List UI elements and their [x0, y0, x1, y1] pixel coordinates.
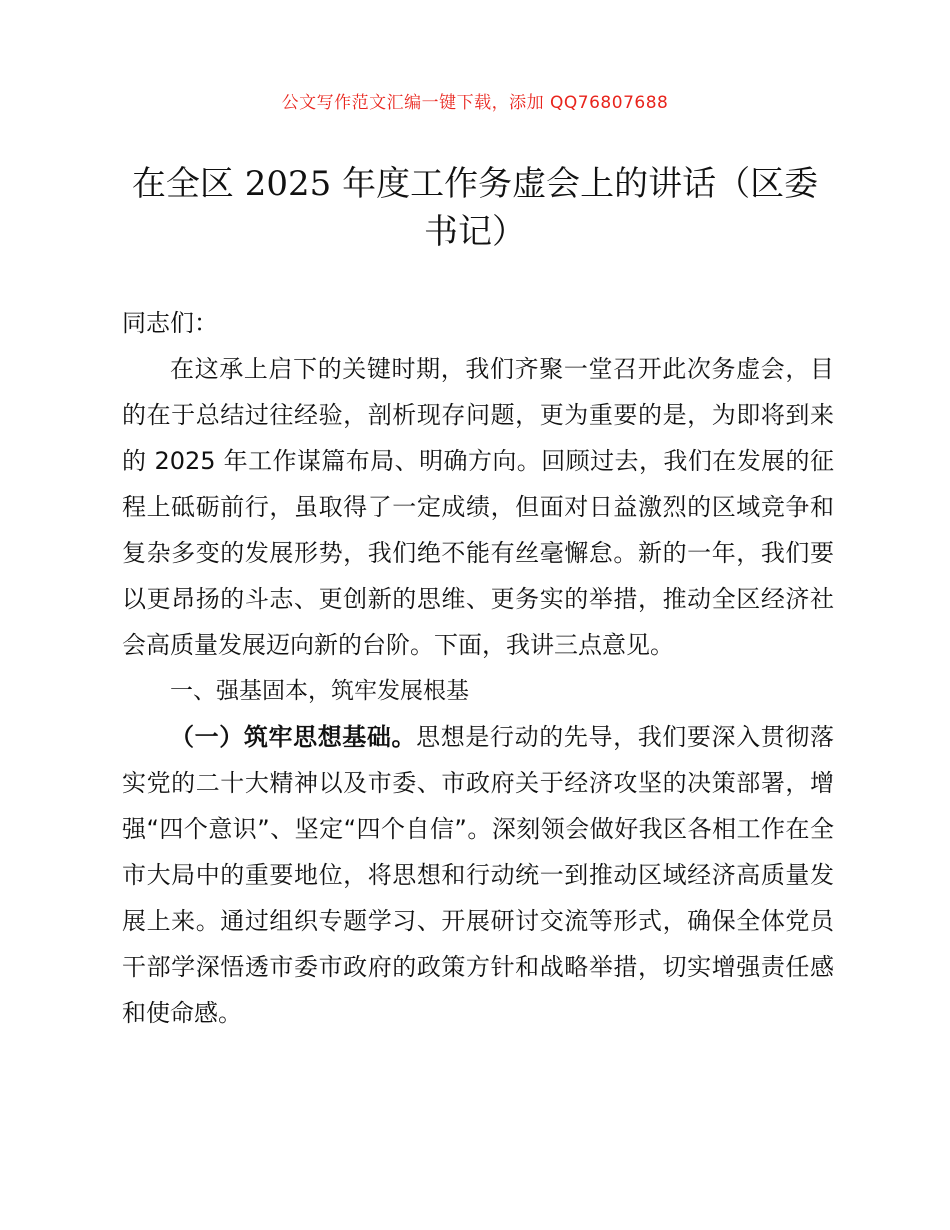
- subsection-paragraph-1: [122, 714, 834, 1036]
- document-body: [122, 300, 834, 1036]
- subsection-body-1: 思想是行动的先导，我们要深入贯彻落实党的二十大精神以及市委、市政府关于经济攻坚的决策部署，增强“四个意识”、坚定“四个自信”。深刻领会做好我区各相工作在全市大局中的重要地位，将思想和行动统一到推动区域经济高质量发展上来。通过组织专题学习、开展研讨交流等形式，确保全体党员干部学深悟透市委市政府的政策方针和战略举措，切实增强责任感和使命感。: [122, 723, 835, 1027]
- section-heading-1: 一、强基固本，筑牢发展根基: [170, 678, 469, 704]
- subsection-lead-1: （一）筑牢思想基础。: [170, 723, 417, 751]
- intro-paragraph: 在这承上启下的关键时期，我们齐聚一堂召开此次务虚会，目的在于总结过往经验，剖析现存问题，更为重要的是，为即将到来的 2025 年工作谋篇布局、明确方向。回顾过去，我们在发展的征程上砥砺前行，虽取得了一定成绩，但面对日益激烈的区域竞争和复杂多变的发展形势，我们绝不能有丝毫懈怠。新的一年，我们要以更昂扬的斗志、更创新的思维、更务实的举措，推动全区经济社会高质量发展迈向新的台阶。下面，我讲三点意见。: [122, 355, 834, 659]
- salutation: 同志们：: [122, 309, 218, 337]
- header-banner: 公文写作范文汇编一键下载，添加 QQ76807688: [281, 93, 669, 113]
- document-title: 在全区 2025 年度工作务虚会上的讲话（区委书记）: [131, 164, 819, 252]
